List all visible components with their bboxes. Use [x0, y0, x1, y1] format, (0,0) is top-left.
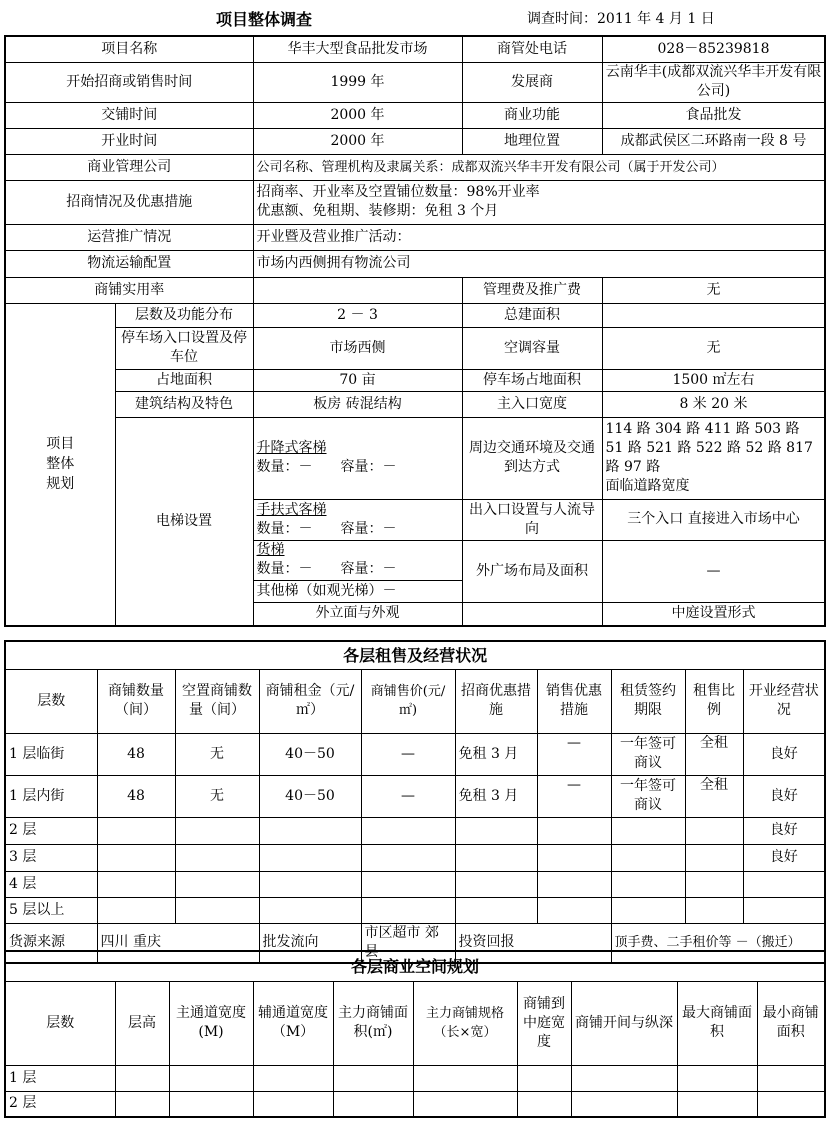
land-label: 占地面积 [115, 369, 253, 391]
logistics-label: 物流运输配置 [5, 250, 253, 277]
rental-cell [611, 817, 685, 844]
facade [462, 602, 602, 626]
rental-cell: — [537, 733, 611, 775]
rental-header: 销售优惠措施 [537, 669, 611, 733]
header-bar [4, 4, 824, 34]
entrances: 三个入口 直接进入市场中心 [602, 499, 825, 540]
rental-title: 各层租售及经营状况 [5, 641, 825, 669]
table-row [5, 1091, 825, 1117]
opening-label: 开业时间 [5, 128, 253, 154]
rental-header: 商铺数量（间） [97, 669, 175, 733]
space-cell [253, 1065, 333, 1091]
entrance-width: 8 米 20 米 [602, 391, 825, 417]
rental-cell: 40－50 [259, 775, 361, 817]
project-name: 华丰大型食品批发市场 [253, 36, 462, 62]
function: 食品批发 [602, 102, 825, 128]
flow: 市区超市 郊县 [361, 923, 455, 963]
promo-label: 运营推广情况 [5, 224, 253, 250]
cargo-lift-title: 货梯 [256, 542, 285, 558]
space-cell [757, 1091, 825, 1117]
rental-cell [611, 897, 685, 923]
rental-cell [259, 897, 361, 923]
total-area-label: 总建面积 [462, 303, 602, 327]
rental-cell [455, 871, 537, 897]
space-cell [517, 1065, 571, 1091]
rental-cell: 良好 [743, 775, 825, 817]
rental-cell: 良好 [743, 844, 825, 871]
space-header: 主通道宽度(M) [169, 981, 253, 1065]
rental-header: 招商优惠措施 [455, 669, 537, 733]
rental-cell [175, 871, 259, 897]
facade-label: 外立面与外观 [253, 602, 462, 626]
lift-title: 升降式客梯 [256, 440, 327, 456]
rental-cell: 1 层临街 [5, 733, 97, 775]
overview-table [4, 35, 826, 627]
space-cell [169, 1091, 253, 1117]
floors: 2 － 3 [253, 303, 462, 327]
traffic-label: 周边交通环境及交通到达方式 [462, 417, 602, 499]
rental-cell [685, 844, 743, 871]
rental-cell [175, 817, 259, 844]
rental-header: 商铺租金（元/㎡） [259, 669, 361, 733]
rental-table [4, 640, 826, 964]
parking-label: 停车场入口设置及停车位 [115, 327, 253, 369]
rental-cell: 全租 [685, 733, 743, 775]
project-name-label: 项目名称 [5, 36, 253, 62]
rental-header: 租售比例 [685, 669, 743, 733]
rental-cell: 全租 [685, 775, 743, 817]
land: 70 亩 [253, 369, 462, 391]
space-cell [677, 1091, 757, 1117]
rental-header: 开业经营状况 [743, 669, 825, 733]
escalator-detail: 数量：－ 容量：－ [256, 520, 397, 537]
location: 成都武侯区二环路南一段 8 号 [602, 128, 825, 154]
space-header: 最大商铺面积 [677, 981, 757, 1065]
ac: 无 [602, 327, 825, 369]
table-row [5, 897, 825, 923]
rental-cell: 48 [97, 775, 175, 817]
rental-cell [259, 871, 361, 897]
table-row [5, 817, 825, 844]
space-row-label: 1 层 [5, 1065, 115, 1091]
rental-cell: 一年签可商议 [611, 733, 685, 775]
table-row [5, 733, 825, 775]
rental-cell: 5 层以上 [5, 897, 97, 923]
page-title: 项目整体调查 [215, 9, 312, 29]
promo: 开业暨及营业推广活动： [253, 224, 825, 250]
mgmt-fee-label: 管理费及推广费 [462, 277, 602, 303]
space-table [4, 950, 826, 1118]
rental-cell: 免租 3 月 [455, 775, 537, 817]
mgmt-fee: 无 [602, 277, 825, 303]
usable-label: 商铺实用率 [5, 277, 253, 303]
mgmt-label: 商业管理公司 [5, 154, 253, 180]
parking: 市场西侧 [253, 327, 462, 369]
rental-cell [175, 844, 259, 871]
source-label: 货源来源 [5, 923, 97, 963]
function-label: 商业功能 [462, 102, 602, 128]
handover-label: 交铺时间 [5, 102, 253, 128]
leasing-label: 招商情况及优惠措施 [5, 180, 253, 224]
space-header: 层数 [5, 981, 115, 1065]
planning-section-label: 项目整体规划 [5, 303, 115, 626]
space-header: 最小商铺面积 [757, 981, 825, 1065]
total-area [602, 303, 825, 327]
rental-cell [361, 817, 455, 844]
lift-detail: 数量：－ 容量：－ [256, 459, 397, 475]
rental-header: 层数 [5, 669, 97, 733]
cargo-lift-cell [253, 540, 462, 580]
rental-cell [175, 897, 259, 923]
start-time-label: 开始招商或销售时间 [5, 62, 253, 102]
opening: 2000 年 [253, 128, 462, 154]
source: 四川 重庆 [97, 923, 259, 963]
plaza-label: 外广场布局及面积 [462, 540, 602, 602]
structure: 板房 砖混结构 [253, 391, 462, 417]
rental-cell: 2 层 [5, 817, 97, 844]
rental-cell [537, 897, 611, 923]
rental-cell: 良好 [743, 733, 825, 775]
space-cell [757, 1065, 825, 1091]
developer-label: 发展商 [462, 62, 602, 102]
rental-cell [361, 897, 455, 923]
table-row [5, 775, 825, 817]
survey-time: 调查时间：2011 年 4 月 1 日 [527, 10, 715, 27]
rental-cell: 3 层 [5, 844, 97, 871]
phone-label: 商管处电话 [462, 36, 602, 62]
escalator-cell [253, 499, 462, 540]
rental-cell [611, 844, 685, 871]
space-header: 层高 [115, 981, 169, 1065]
plaza: — [602, 540, 825, 602]
location-label: 地理位置 [462, 128, 602, 154]
rental-cell: — [361, 733, 455, 775]
rental-header: 租赁签约期限 [611, 669, 685, 733]
rental-cell [97, 897, 175, 923]
space-header: 主力商铺规格（长×宽） [413, 981, 517, 1065]
rental-cell: — [361, 775, 455, 817]
start-time: 1999 年 [253, 62, 462, 102]
space-row-label: 2 层 [5, 1091, 115, 1117]
lift-cell [253, 417, 462, 499]
rental-cell [97, 844, 175, 871]
rental-cell [455, 844, 537, 871]
space-cell [413, 1091, 517, 1117]
rental-cell [97, 871, 175, 897]
rental-header-row [5, 669, 825, 733]
elevator-label: 电梯设置 [115, 417, 253, 626]
structure-label: 建筑结构及特色 [115, 391, 253, 417]
space-cell [115, 1065, 169, 1091]
space-cell [333, 1091, 413, 1117]
space-header: 商铺到中庭宽度 [517, 981, 571, 1065]
rental-cell [455, 817, 537, 844]
rental-cell [97, 817, 175, 844]
rental-cell [685, 817, 743, 844]
rental-cell [361, 871, 455, 897]
space-cell [677, 1065, 757, 1091]
rental-header: 商铺售价(元/㎡) [361, 669, 455, 733]
escalator-title: 手扶式客梯 [256, 501, 327, 518]
logistics: 市场内西侧拥有物流公司 [253, 250, 825, 277]
rental-cell: 无 [175, 733, 259, 775]
rental-cell [685, 871, 743, 897]
space-cell [169, 1065, 253, 1091]
traffic-line2: 面临道路宽度 [605, 478, 690, 494]
ac-label: 空调容量 [462, 327, 602, 369]
table-row [5, 844, 825, 871]
rental-cell: 48 [97, 733, 175, 775]
rental-cell: 良好 [743, 817, 825, 844]
rental-cell: 40－50 [259, 733, 361, 775]
rental-cell [455, 897, 537, 923]
space-cell [571, 1065, 677, 1091]
handover: 2000 年 [253, 102, 462, 128]
table-row [5, 871, 825, 897]
rental-cell: 一年签可商议 [611, 775, 685, 817]
space-cell [253, 1091, 333, 1117]
space-header: 主力商铺面积(㎡) [333, 981, 413, 1065]
floors-label: 层数及功能分布 [115, 303, 253, 327]
usable-value [253, 277, 462, 303]
rental-cell [361, 844, 455, 871]
developer: 云南华丰(成都双流兴华丰开发有限公司) [602, 62, 825, 102]
roi: 顶手费、二手租价等 －（搬迁） [611, 923, 825, 963]
phone: 028－85239818 [602, 36, 825, 62]
space-header: 商铺开间与纵深 [571, 981, 677, 1065]
rental-cell [537, 844, 611, 871]
space-header-row [5, 981, 825, 1065]
rental-cell [685, 897, 743, 923]
rental-cell [611, 871, 685, 897]
space-header: 辅通道宽度（M） [253, 981, 333, 1065]
space-cell [333, 1065, 413, 1091]
space-title: 各层商业空间规划 [5, 951, 825, 981]
mgmt-company: 公司名称、管理机构及隶属关系：成都双流兴华丰开发有限公司（属于开发公司） [253, 154, 825, 180]
rental-cell [259, 817, 361, 844]
rental-cell [537, 817, 611, 844]
atrium-label: 中庭设置形式 [602, 602, 825, 626]
entrance-width-label: 主入口宽度 [462, 391, 602, 417]
table-row [5, 1065, 825, 1091]
cargo-lift-detail: 数量：－ 容量：－ [256, 561, 397, 577]
rental-cell: 1 层内街 [5, 775, 97, 817]
rental-cell [537, 871, 611, 897]
flow-label: 批发流向 [259, 923, 361, 963]
rental-cell: 无 [175, 775, 259, 817]
entrances-label: 出入口设置与人流导向 [462, 499, 602, 540]
rental-cell [259, 844, 361, 871]
leasing-line2: 优惠额、免租期、装修期：免租 3 个月 [256, 203, 499, 219]
roi-label: 投资回报 [455, 923, 611, 963]
traffic-line1: 114 路 304 路 411 路 503 路 51 路 521 路 522 路 52 路 817 路 97 路 [605, 421, 813, 475]
space-cell [571, 1091, 677, 1117]
rental-header: 空置商铺数量（间） [175, 669, 259, 733]
space-cell [517, 1091, 571, 1117]
rental-cell: 4 层 [5, 871, 97, 897]
leasing-line1: 招商率、开业率及空置铺位数量：98%开业率 [256, 184, 540, 200]
space-cell [115, 1091, 169, 1117]
parking-area-label: 停车场占地面积 [462, 369, 602, 391]
rental-cell [743, 871, 825, 897]
traffic-info [602, 417, 825, 499]
rental-cell: 免租 3 月 [455, 733, 537, 775]
other-lift: 其他梯（如观光梯）－ [253, 580, 462, 602]
rental-cell [743, 897, 825, 923]
leasing-info [253, 180, 825, 224]
rental-cell: — [537, 775, 611, 817]
space-cell [413, 1065, 517, 1091]
parking-area: 1500 ㎡左右 [602, 369, 825, 391]
